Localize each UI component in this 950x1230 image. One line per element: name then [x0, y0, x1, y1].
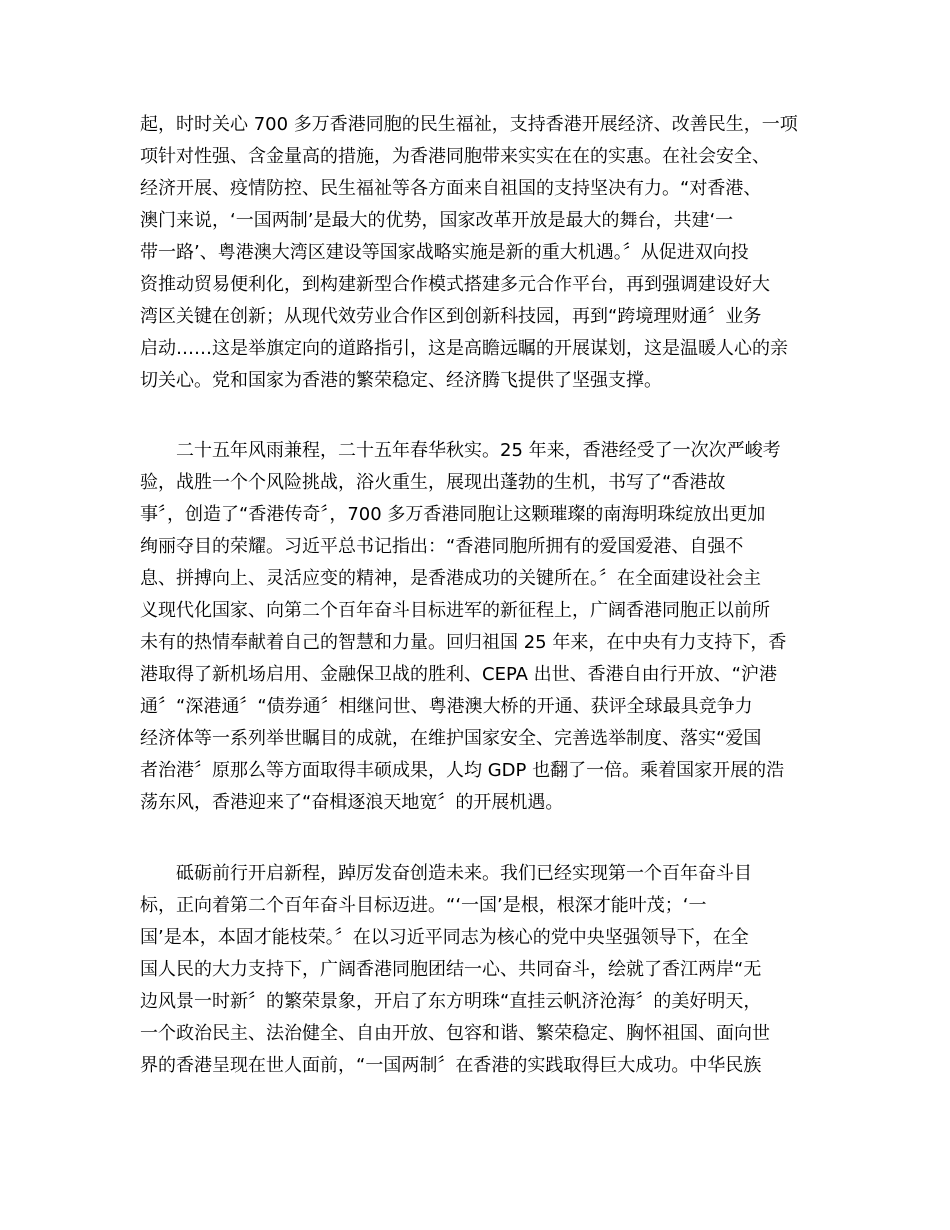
text-line: 启动……这是举旗定向的道路指引，这是高瞻远瞩的开展谋划，这是温暖人心的亲	[140, 338, 788, 359]
text-line: 事〞，创造了“香港传奇〞，700 多万香港同胞让这颗璀璨的南海明珠绽放出更加	[140, 504, 766, 525]
text-line: 砥砺前行开启新程，踔厉发奋创造未来。我们已经实现第一个百年奋斗目	[140, 863, 752, 884]
text-line: 通〞“深港通〞“债券通〞相继问世、粤港澳大桥的开通、获评全球最具竞争力	[140, 696, 753, 717]
text-line: 界的香港呈现在世人面前，“一国两制〞在香港的实践取得巨大成功。中华民族	[140, 1055, 762, 1076]
text-line: 验，战胜一个个风险挑战，浴火重生，展现出蓬勃的生机，书写了“香港故	[140, 472, 726, 493]
text-line: 切关心。党和国家为香港的繁荣稳定、经济腾飞提供了坚强支撑。	[140, 370, 662, 391]
text-line: 边风景一时新〞的繁荣景象，开启了东方明珠“直挂云帆济沧海〞的美好明天，	[140, 991, 762, 1012]
text-line: 标，正向着第二个百年奋斗目标迈进。“‘一国’是根，根深才能叶茂；‘一	[140, 895, 707, 916]
text-line: 起，时时关心 700 多万香港同胞的民生福祉，支持香港开展经济、改善民生，一项	[140, 114, 798, 135]
text-line: 义现代化国家、向第二个百年奋斗目标进军的新征程上，广阔香港同胞正以前所	[140, 600, 770, 621]
text-line: 经济体等一系列举世瞩目的成就，在维护国家安全、完善选举制度、落实“爱国	[140, 728, 762, 749]
paragraph-3	[140, 858, 820, 1082]
text-line: 湾区关键在创新；从现代效劳业合作区到创新科技园，再到“跨境理财通〞业务	[140, 306, 762, 327]
text-line: 息、拼搏向上、灵活应变的精神，是香港成功的关键所在。〞在全面建设社会主	[140, 568, 761, 589]
text-line: 经济开展、疫情防控、民生福祉等各方面来自祖国的支持坚决有力。“对香港、	[140, 178, 762, 199]
text-line: 资推动贸易便利化，到构建新型合作模式搭建多元合作平台，再到强调建设好大	[140, 274, 770, 295]
text-line: 港取得了新机场启用、金融保卫战的胜利、CEPA 出世、香港自由行开放、“沪港	[140, 664, 778, 685]
text-line: 绚丽夺目的荣耀。习近平总书记指出：“香港同胞所拥有的爱国爱港、自强不	[140, 536, 744, 557]
text-line: 带一路’、粤港澳大湾区建设等国家战略实施是新的重大机遇。〞从促进双向投	[140, 242, 749, 263]
paragraph-1	[140, 109, 820, 397]
text-line: 国’是本，本固才能枝荣。〞在以习近平同志为核心的党中央坚强领导下，在全	[140, 927, 749, 948]
paragraph-2	[140, 435, 820, 819]
text-line: 澳门来说，‘一国两制’是最大的优势，国家改革开放是最大的舞台，共建‘一	[140, 210, 734, 231]
text-line: 一个政治民主、法治健全、自由开放、包容和谐、繁荣稳定、胸怀祖国、面向世	[140, 1023, 770, 1044]
text-line: 者治港〞原那么等方面取得丰硕成果，人均 GDP 也翻了一倍。乘着国家开展的浩	[140, 760, 785, 781]
text-line: 国人民的大力支持下，广阔香港同胞团结一心、共同奋斗，绘就了香江两岸“无	[140, 959, 762, 980]
text-line: 荡东风，香港迎来了“奋楫逐浪天地宽〞的开展机遇。	[140, 792, 564, 813]
text-line: 项针对性强、含金量高的措施，为香港同胞带来实实在在的实惠。在社会安全、	[140, 146, 770, 167]
text-line: 二十五年风雨兼程，二十五年春华秋实。25 年来，香港经受了一次次严峻考	[140, 440, 781, 461]
text-line: 未有的热情奉献着自己的智慧和力量。回归祖国 25 年来，在中央有力支持下，香	[140, 632, 787, 653]
